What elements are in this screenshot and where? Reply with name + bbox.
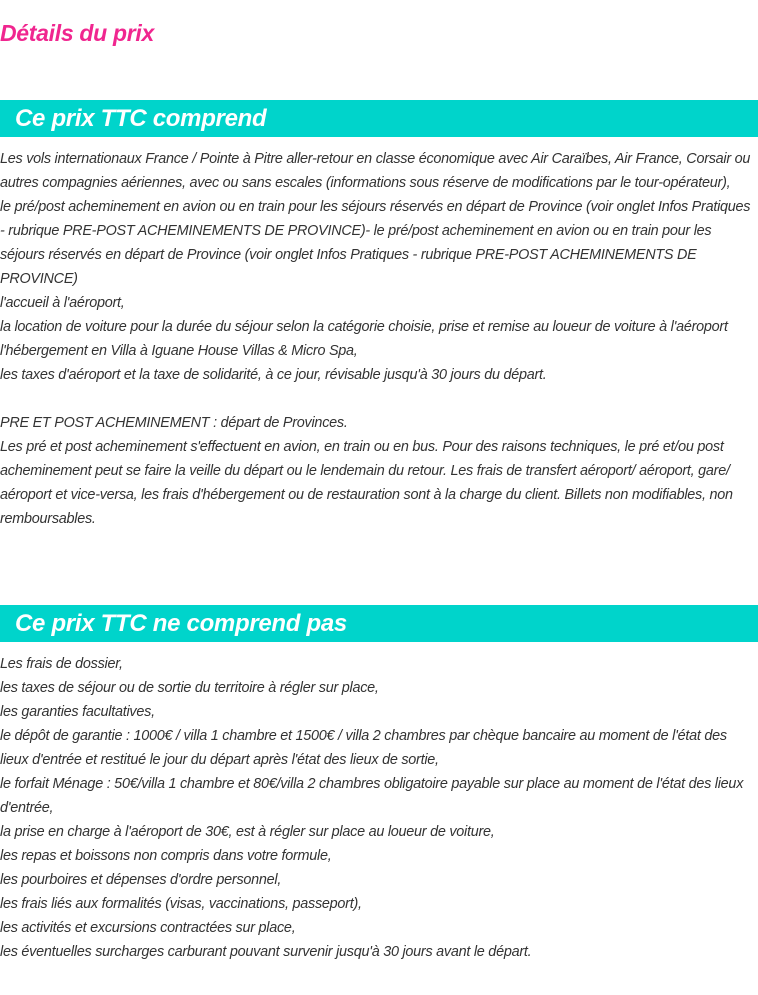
page-title: Détails du prix	[0, 20, 154, 46]
list-item: les garanties facultatives,	[0, 704, 155, 720]
list-item: Les vols internationaux France / Pointe à Pitre aller-retour en classe économique avec Air Caraïbes, Air France, Corsair ou autres compagnies aériennes, avec ou sans escales (informations sous réserve de modifications par le tour-opérateur),	[0, 151, 751, 191]
excludes-heading: Ce prix TTC ne comprend pas	[15, 610, 347, 637]
list-item: l'accueil à l'aéroport,	[0, 295, 125, 311]
transport-note-title: PRE ET POST ACHEMINEMENT : départ de Provinces.	[0, 415, 348, 431]
list-item: les repas et boissons non compris dans votre formule,	[0, 848, 332, 864]
list-item: le dépôt de garantie : 1000€ / villa 1 chambre et 1500€ / villa 2 chambres par chèque bancaire au moment de l'état des lieux d'entrée et restitué le jour du départ après l'état des lieux de sortie,	[0, 728, 727, 768]
list-item: les taxes d'aéroport et la taxe de solidarité, à ce jour, révisable jusqu'à 30 jours du départ.	[0, 367, 547, 383]
spacer	[0, 387, 758, 411]
list-item: l'hébergement en Villa à Iguane House Villas & Micro Spa,	[0, 343, 358, 359]
excludes-header-bar	[0, 605, 758, 642]
list-item: les frais liés aux formalités (visas, vaccinations, passeport),	[0, 896, 362, 912]
includes-header-bar	[0, 100, 758, 137]
list-item: le forfait Ménage : 50€/villa 1 chambre et 80€/villa 2 chambres obligatoire payable sur place au moment de l'état des lieux d'entrée,	[0, 776, 744, 816]
transport-note-text: Les pré et post acheminement s'effectuent en avion, en train ou en bus. Pour des raisons techniques, le pré et/ou post acheminement peut se faire la veille du départ ou le lendemain du retour. Les frais de transfert aéroport/ aéroport, gare/ aéroport et vice-versa, les frais d'hébergement ou de restauration sont à la charge du client. Billets non modifiables, non remboursables.	[0, 439, 733, 527]
list-item: Les frais de dossier,	[0, 656, 123, 672]
list-item: les pourboires et dépenses d'ordre personnel,	[0, 872, 282, 888]
list-item: le pré/post acheminement en avion ou en train pour les séjours réservés en départ de Province (voir onglet Infos Pratiques - rubrique PRE-POST ACHEMINEMENTS DE PROVINCE)- le pré/post acheminement en avion ou en train pour les séjours réservés en départ de Province (voir onglet Infos Pratiques - rubrique PRE-POST ACHEMINEMENTS DE PROVINCE)	[0, 199, 751, 287]
list-item: la location de voiture pour la durée du séjour selon la catégorie choisie, prise et remise au loueur de voiture à l'aéroport	[0, 319, 728, 335]
list-item: les taxes de séjour ou de sortie du territoire à régler sur place,	[0, 680, 379, 696]
list-item: la prise en charge à l'aéroport de 30€, est à régler sur place au loueur de voiture,	[0, 824, 495, 840]
includes-list	[0, 147, 758, 531]
includes-heading: Ce prix TTC comprend	[15, 105, 267, 132]
excludes-list	[0, 652, 758, 964]
list-item: les éventuelles surcharges carburant pouvant survenir jusqu'à 30 jours avant le départ.	[0, 944, 532, 960]
list-item: les activités et excursions contractées sur place,	[0, 920, 296, 936]
